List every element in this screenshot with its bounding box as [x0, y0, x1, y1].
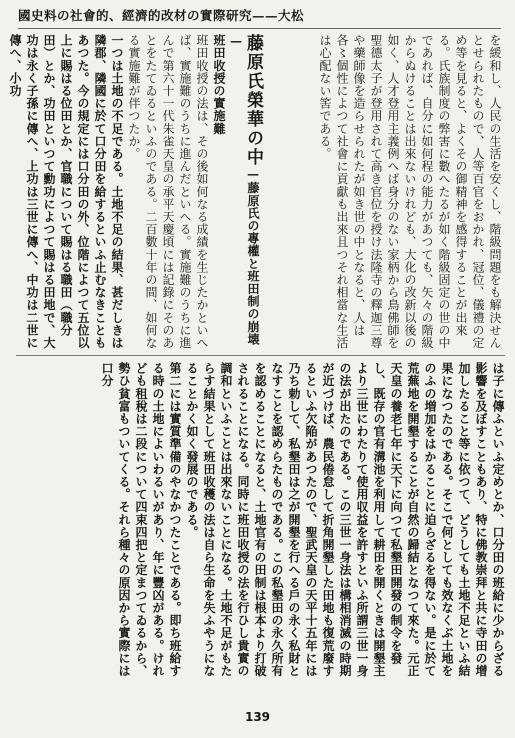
lower-text-block	[16, 362, 506, 687]
body-paragraph: 班田收授の法は、その後如何なる成績を生じたかといへば、實施難のうちに進んだといへる。實施難のうちに進んで第六十一代朱雀天皇の承平天慶頃には記錄にそのあとをたてゐるといふのである。二百數十年の間、如何なる實施難が伴つたか。	[127, 34, 209, 349]
subsection-title: 班田收授の實施難	[212, 34, 226, 135]
running-header: 國史料の社會的、經濟的改材の實際研究——大松	[18, 6, 501, 29]
body-paragraph-emphasis: 一つは土地の不足である。土地不足の結果、甚だしきは隣郡、隣國に於て口分田を給するといふ止むなきこともあつた。今の規定には口分田の外、位階によつて五位以上に賜はる位田とか、官職について賜はる職田（職分田）とか、功田といつて勳功によつて賜はる田地で、大功は永く子孫に傳へ、上功は三世に傳へ、中功は二世に傳へ、小功	[8, 34, 124, 349]
page-number: 139	[244, 710, 271, 724]
section-subheading: —藤原氏の專權と班田制の崩壊—	[229, 34, 260, 346]
body-paragraph: は子に傳ふといふ定めとか、口分田の班給に少からざる影響を及ぼすこともあり、特に佛教崇拜と共に寺田の增加したること等に依つて、どうしても土地不足といふ結果になつたのである。そこで何としても效なくぶ土地をのふの増加をはかることに迫らざるを得ない。是に於て荒蕪地を開墾することが自然の歸結となつて來た。元正天皇の養老七年に天下に向つて私墾田開發の制令を發し、既存の官有溝池を利用して耕田を開くときは開墾主より三世にわたりて使用収益を許すといふ所謂三世一身の法が出たのである。この三世一身法は構相消滅の時期が近づけば、農民倦怠して折角開墾した田地も復荒廢するといふ欠陥があつたので、聖武天皇の天平十五年には乃ち勅して、私墾田は之が開墾を行へる戶の永く私財となすことを認めらたものである。この私墾田の永久所有を認めることになると、土地官有の田制は根本より打破されることになる。同時に班田收授の法を行ひし貴實の調和といふことは出來ないことになる。土地不足がもたらす結果として班田收穫の法は自ら生命を失ふやうになることかく如く發展のである。	[185, 362, 505, 677]
section-heading: 藤原氏榮華の中	[243, 34, 263, 167]
section-text-block	[8, 34, 263, 354]
half-divider-line	[16, 355, 505, 356]
body-paragraph: を緩和し、人民の生活を安くし、階級問題をも解決せんとせられたもので、人等百官をおかれ、冠位、儀禮の定め等を見ると、よくその御精神を感得することが出來る。氏族制度の弊害に數へたるが如く階級固定の世の中であれば、自分に如何程の能力があつても、矢々の階級からぬけることは出來ないけれども、大化の改新以後の如く、人才登用主義例へば身分のない家柄から鳥佛師を聖德太子が登用されて高き官位を授け法隆寺の釋迦三尊や藥師像を造らせられたが如き世の中となると、人は各〻個性によつて社會に貢獻も出來且つそれ相當な生活は心配ない筈である。	[318, 34, 502, 349]
body-paragraph: 第二には實質準備のやなかつたことである。即ち班給する時の土地によいわるいがあり、年に豐凶がある。けれども租稅は二段について四束四把と定まつてゐるから、勢ひ貧富もついてくる。それら種々の原因から實際には口分	[100, 362, 182, 677]
upper-right-text-block	[271, 34, 503, 354]
